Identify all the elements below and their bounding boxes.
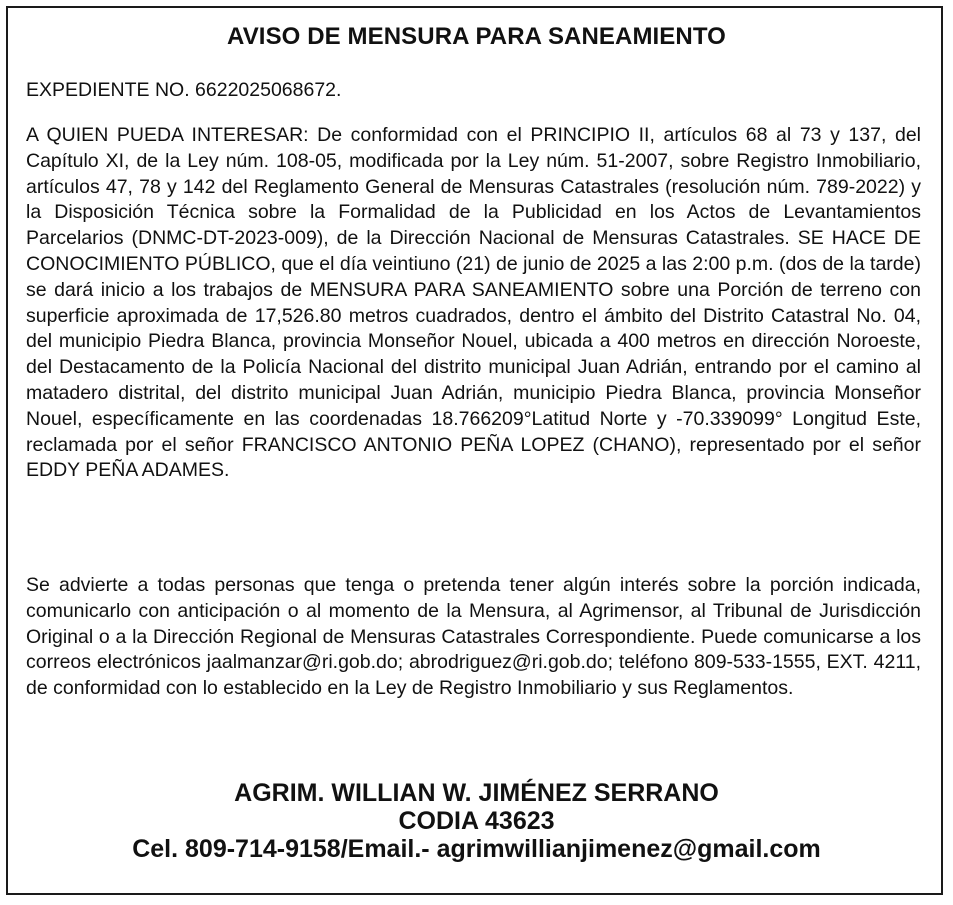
surveyor-name: AGRIM. WILLIAN W. JIMÉNEZ SERRANO (234, 779, 719, 807)
notice-title: AVISO DE MENSURA PARA SANEAMIENTO (227, 23, 726, 50)
codia-number: CODIA 43623 (398, 807, 555, 835)
warning-paragraph: Se advierte a todas personas que tenga o pretenda tener algún interés sobre la porción indicada, comunicarlo con anticipación o al momento de la Mensura, al Agrimensor, al Tribunal de Jurisdicción Original o a la Dirección Regional de Mensuras Catastrales Correspondiente. Puede comunicarse a los correos electrónicos jaalmanzar@ri.gob.do; abrodriguez@ri.gob.do; teléfono 809-533-1555, EXT. 4211, de conformidad con lo establecido en la Ley de Registro Inmobiliario y sus Reglamentos. (26, 574, 921, 700)
surveyor-contact: Cel. 809-714-9158/Email.- agrimwillianjimenez@gmail.com (132, 835, 821, 863)
expediente-number: EXPEDIENTE NO. 6622025068672. (26, 79, 342, 101)
signature-block (0, 779, 953, 863)
notice-body-paragraph: A QUIEN PUEDA INTERESAR: De conformidad con el PRINCIPIO II, artículos 68 al 73 y 137, del Capítulo XI, de la Ley núm. 108-05, modificada por la Ley núm. 51-2007, sobre Registro Inmobiliario, artículos 47, 78 y 142 del Reglamento General de Mensuras Catastrales (resolución núm. 789-2022) y la Disposición Técnica sobre la Formalidad de la Publicidad en los Actos de Levantamientos Parcelarios (DNMC-DT-2023-009), de la Dirección Nacional de Mensuras Catastrales. SE HACE DE CONOCIMIENTO PÚBLICO, que el día veintiuno (21) de junio de 2025 a las 2:00 p.m. (dos de la tarde) se dará inicio a los trabajos de MENSURA PARA SANEAMIENTO sobre una Porción de terreno con superficie aproximada de 17,526.80 metros cuadrados, dentro el ámbito del Distrito Catastral No. 04, del municipio Piedra Blanca, provincia Monseñor Nouel, ubicada a 400 metros en dirección Noroeste, del Destacamento de la Policía Nacional del distrito municipal Juan Adrián, entrando por el camino al matadero distrital, del distrito municipal Juan Adrián, municipio Piedra Blanca, provincia Monseñor Nouel, específicamente en las coordenadas 18.766209°Latitud Norte y -70.339099° Longitud Este, reclamada por el señor FRANCISCO ANTONIO PEÑA LOPEZ (CHANO), representado por el señor EDDY PEÑA ADAMES. (26, 124, 921, 482)
